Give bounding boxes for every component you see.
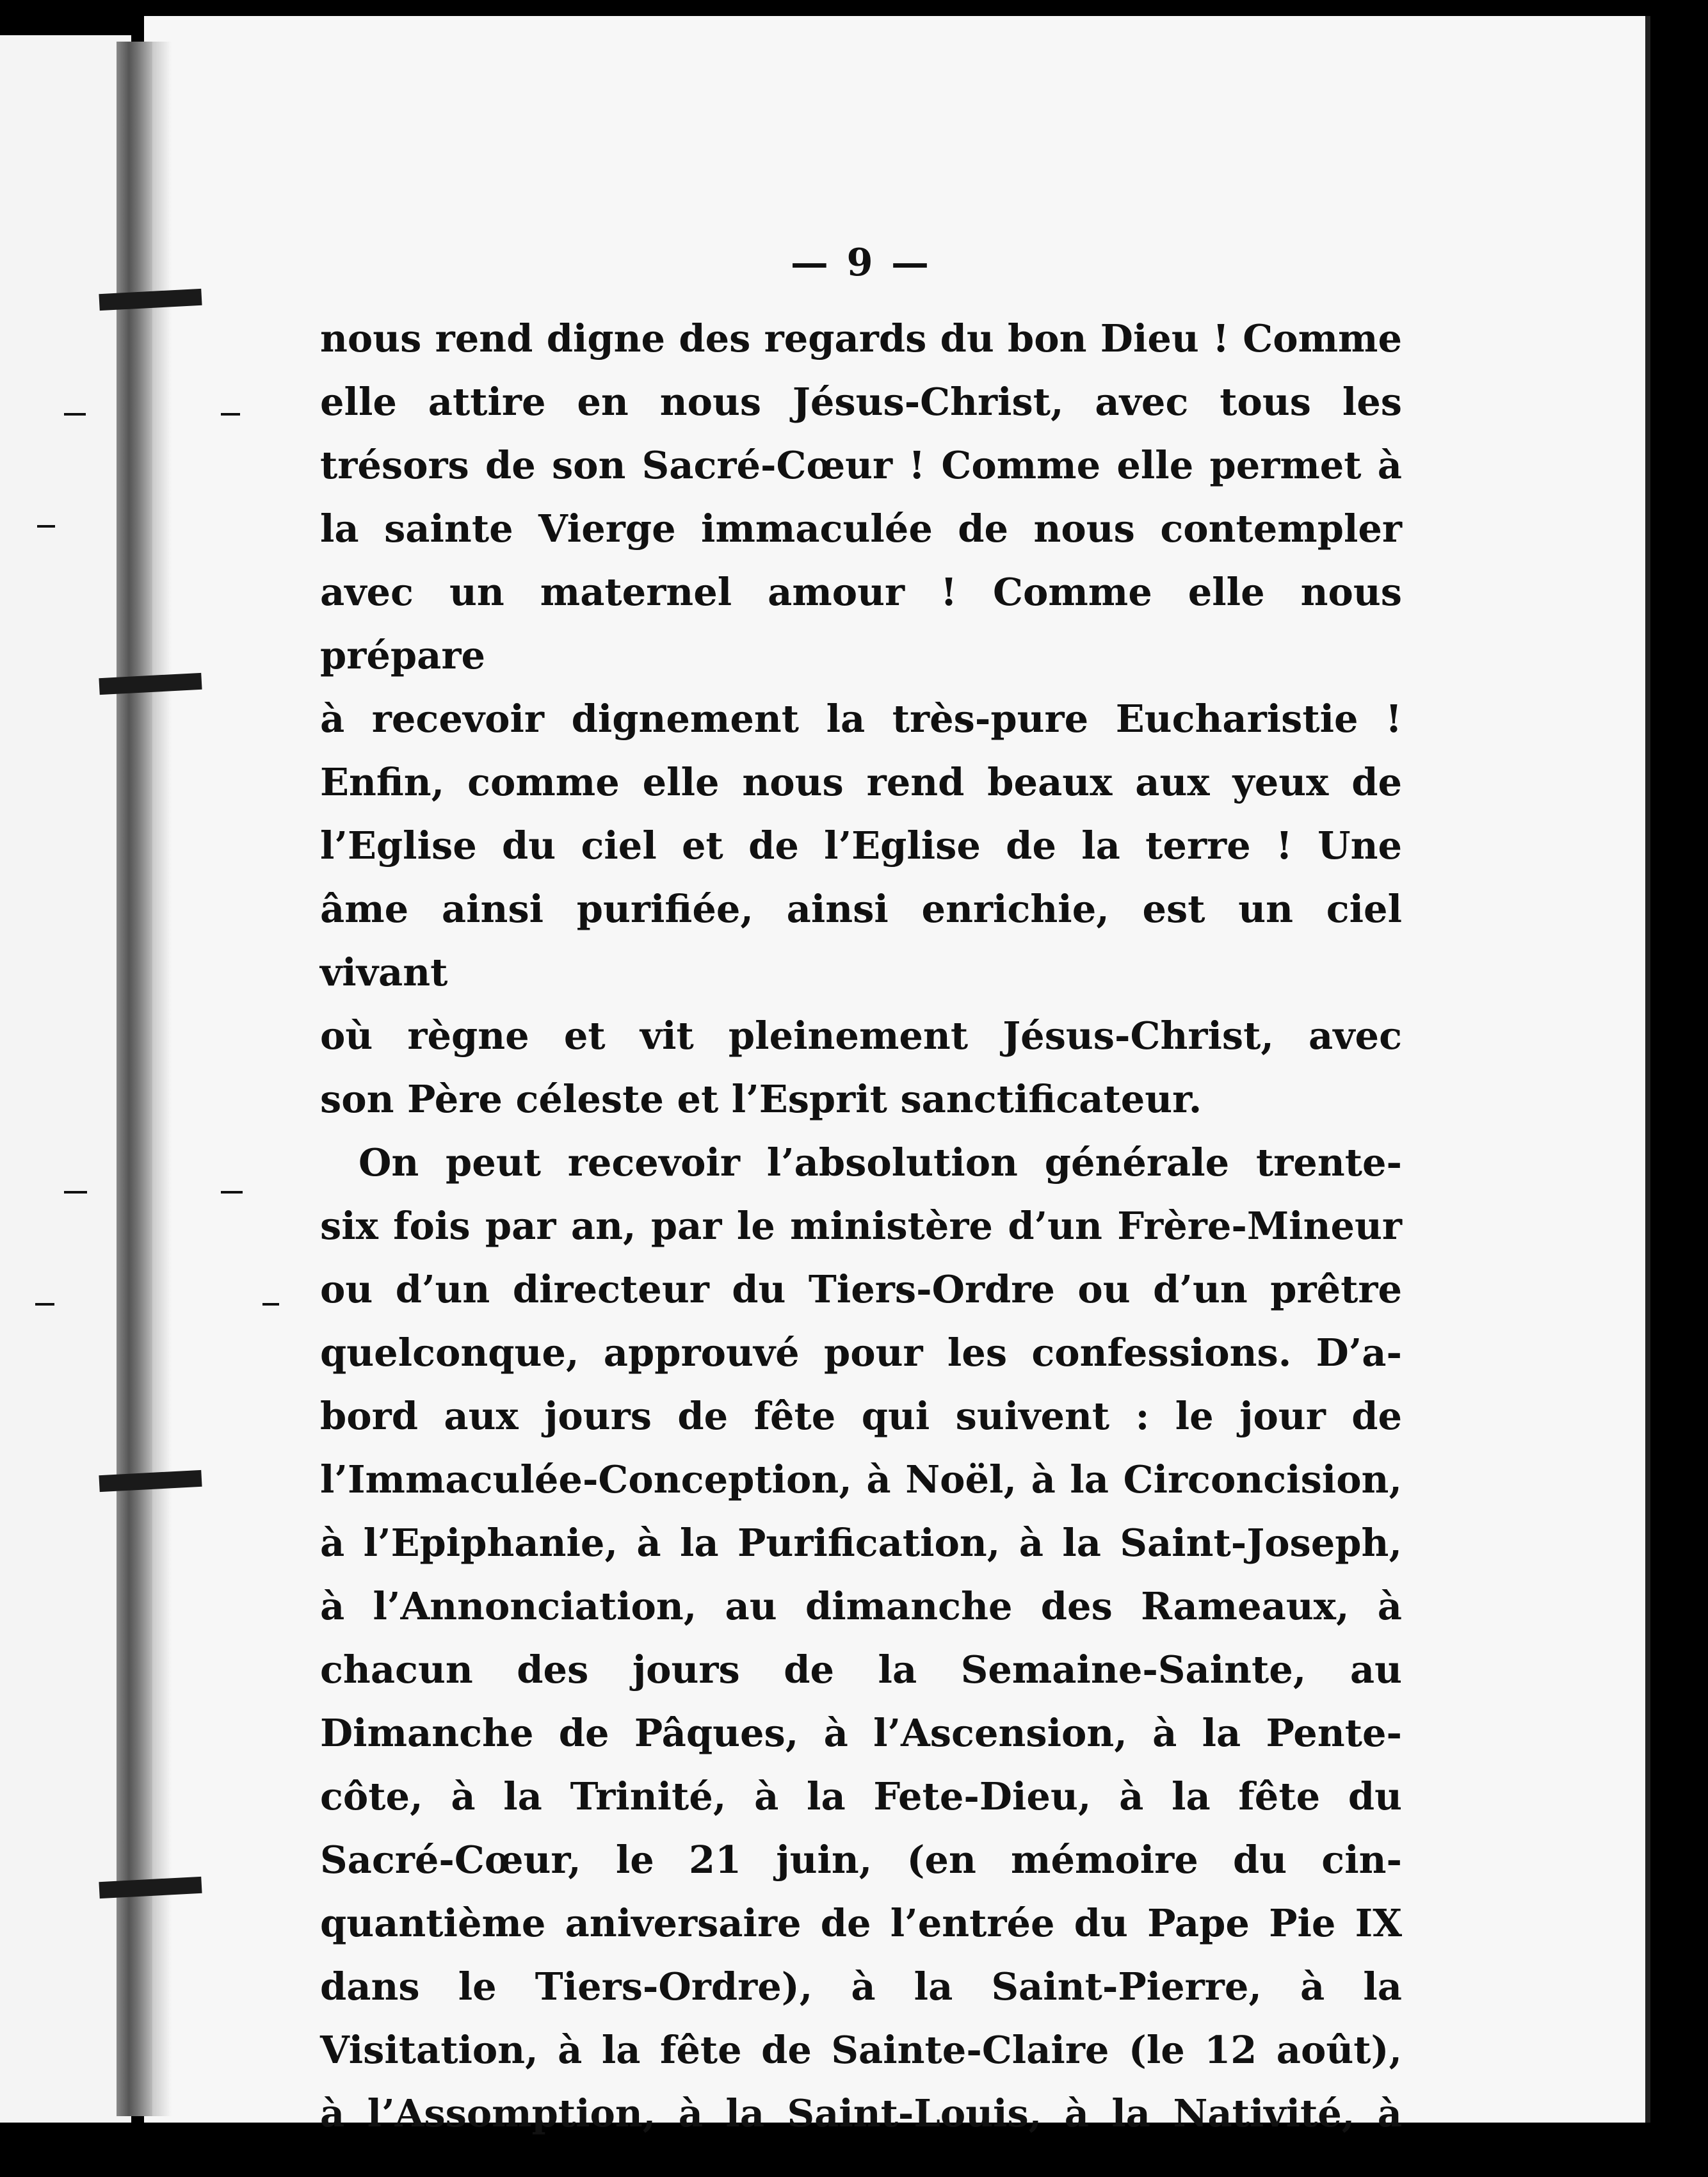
facing-page-edge bbox=[0, 35, 131, 2123]
text-line: quelconque, approuvé pour les confessions. D’a- bbox=[320, 1331, 1402, 1375]
text-line: son Père céleste et l’Esprit sanctificateur. bbox=[320, 1077, 1202, 1121]
paragraph-1 bbox=[320, 307, 1402, 1131]
text-line: ou d’un directeur du Tiers-Ordre ou d’un prêtre bbox=[320, 1267, 1402, 1311]
paragraph-2 bbox=[320, 1131, 1402, 2145]
gutter-shadow bbox=[152, 42, 172, 2116]
text-line: la sainte Vierge immaculée de nous contempler bbox=[320, 506, 1402, 551]
text-line: à l’Annonciation, au dimanche des Rameaux, à bbox=[320, 1584, 1402, 1628]
text-line: elle attire en nous Jésus-Christ, avec tous les bbox=[320, 380, 1402, 424]
text-line: à recevoir dignement la très-pure Eucharistie ! bbox=[320, 697, 1402, 741]
text-line: âme ainsi purifiée, ainsi enrichie, est un ciel vivant bbox=[320, 887, 1402, 994]
text-line: trésors de son Sacré-Cœur ! Comme elle permet à bbox=[320, 443, 1402, 487]
text-line: avec un maternel amour ! Comme elle nous prépare bbox=[320, 570, 1402, 677]
margin-speck bbox=[221, 1191, 243, 1194]
margin-speck bbox=[64, 1191, 87, 1194]
margin-speck bbox=[35, 1303, 54, 1306]
text-line: Enfin, comme elle nous rend beaux aux yeux de bbox=[320, 760, 1402, 804]
page-text bbox=[320, 231, 1402, 2145]
text-line: l’Eglise du ciel et de l’Eglise de la terre ! Une bbox=[320, 823, 1402, 868]
text-line: nous rend digne des regards du bon Dieu ! Comme bbox=[320, 316, 1402, 360]
text-line: à l’Assomption, à la Saint-Louis, à la Nativité, à bbox=[320, 2091, 1402, 2135]
page-number: — 9 — bbox=[790, 240, 932, 284]
text-line: côte, à la Trinité, à la Fete-Dieu, à la fête du bbox=[320, 1774, 1402, 1818]
text-line: Dimanche de Pâques, à l’Ascension, à la Pente- bbox=[320, 1711, 1402, 1755]
binding-gutter bbox=[117, 42, 152, 2116]
text-line: chacun des jours de la Semaine-Sainte, au bbox=[320, 1647, 1402, 1692]
text-line: où règne et vit pleinement Jésus-Christ, avec bbox=[320, 1014, 1402, 1058]
text-line: bord aux jours de fête qui suivent : le jour de bbox=[320, 1394, 1402, 1438]
margin-speck bbox=[262, 1303, 279, 1306]
margin-speck bbox=[221, 413, 240, 416]
text-line: Visitation, à la fête de Sainte-Claire (le 12 août), bbox=[320, 2028, 1402, 2072]
text-line: à l’Epiphanie, à la Purification, à la Saint-Joseph, bbox=[320, 1521, 1402, 1565]
text-line: six fois par an, par le ministère d’un Frère-Mineur bbox=[320, 1204, 1402, 1248]
text-line: dans le Tiers-Ordre), à la Saint-Pierre, à la bbox=[320, 1964, 1402, 2009]
text-line: Sacré-Cœur, le 21 juin, (en mémoire du cin- bbox=[320, 1838, 1402, 1882]
margin-speck bbox=[64, 413, 86, 416]
margin-speck bbox=[37, 525, 55, 528]
text-line: l’Immaculée-Conception, à Noël, à la Circoncision, bbox=[320, 1457, 1402, 1501]
text-line: On peut recevoir l’absolution générale trente- bbox=[359, 1140, 1402, 1185]
text-line: quantième aniversaire de l’entrée du Pape Pie IX bbox=[320, 1901, 1402, 1945]
